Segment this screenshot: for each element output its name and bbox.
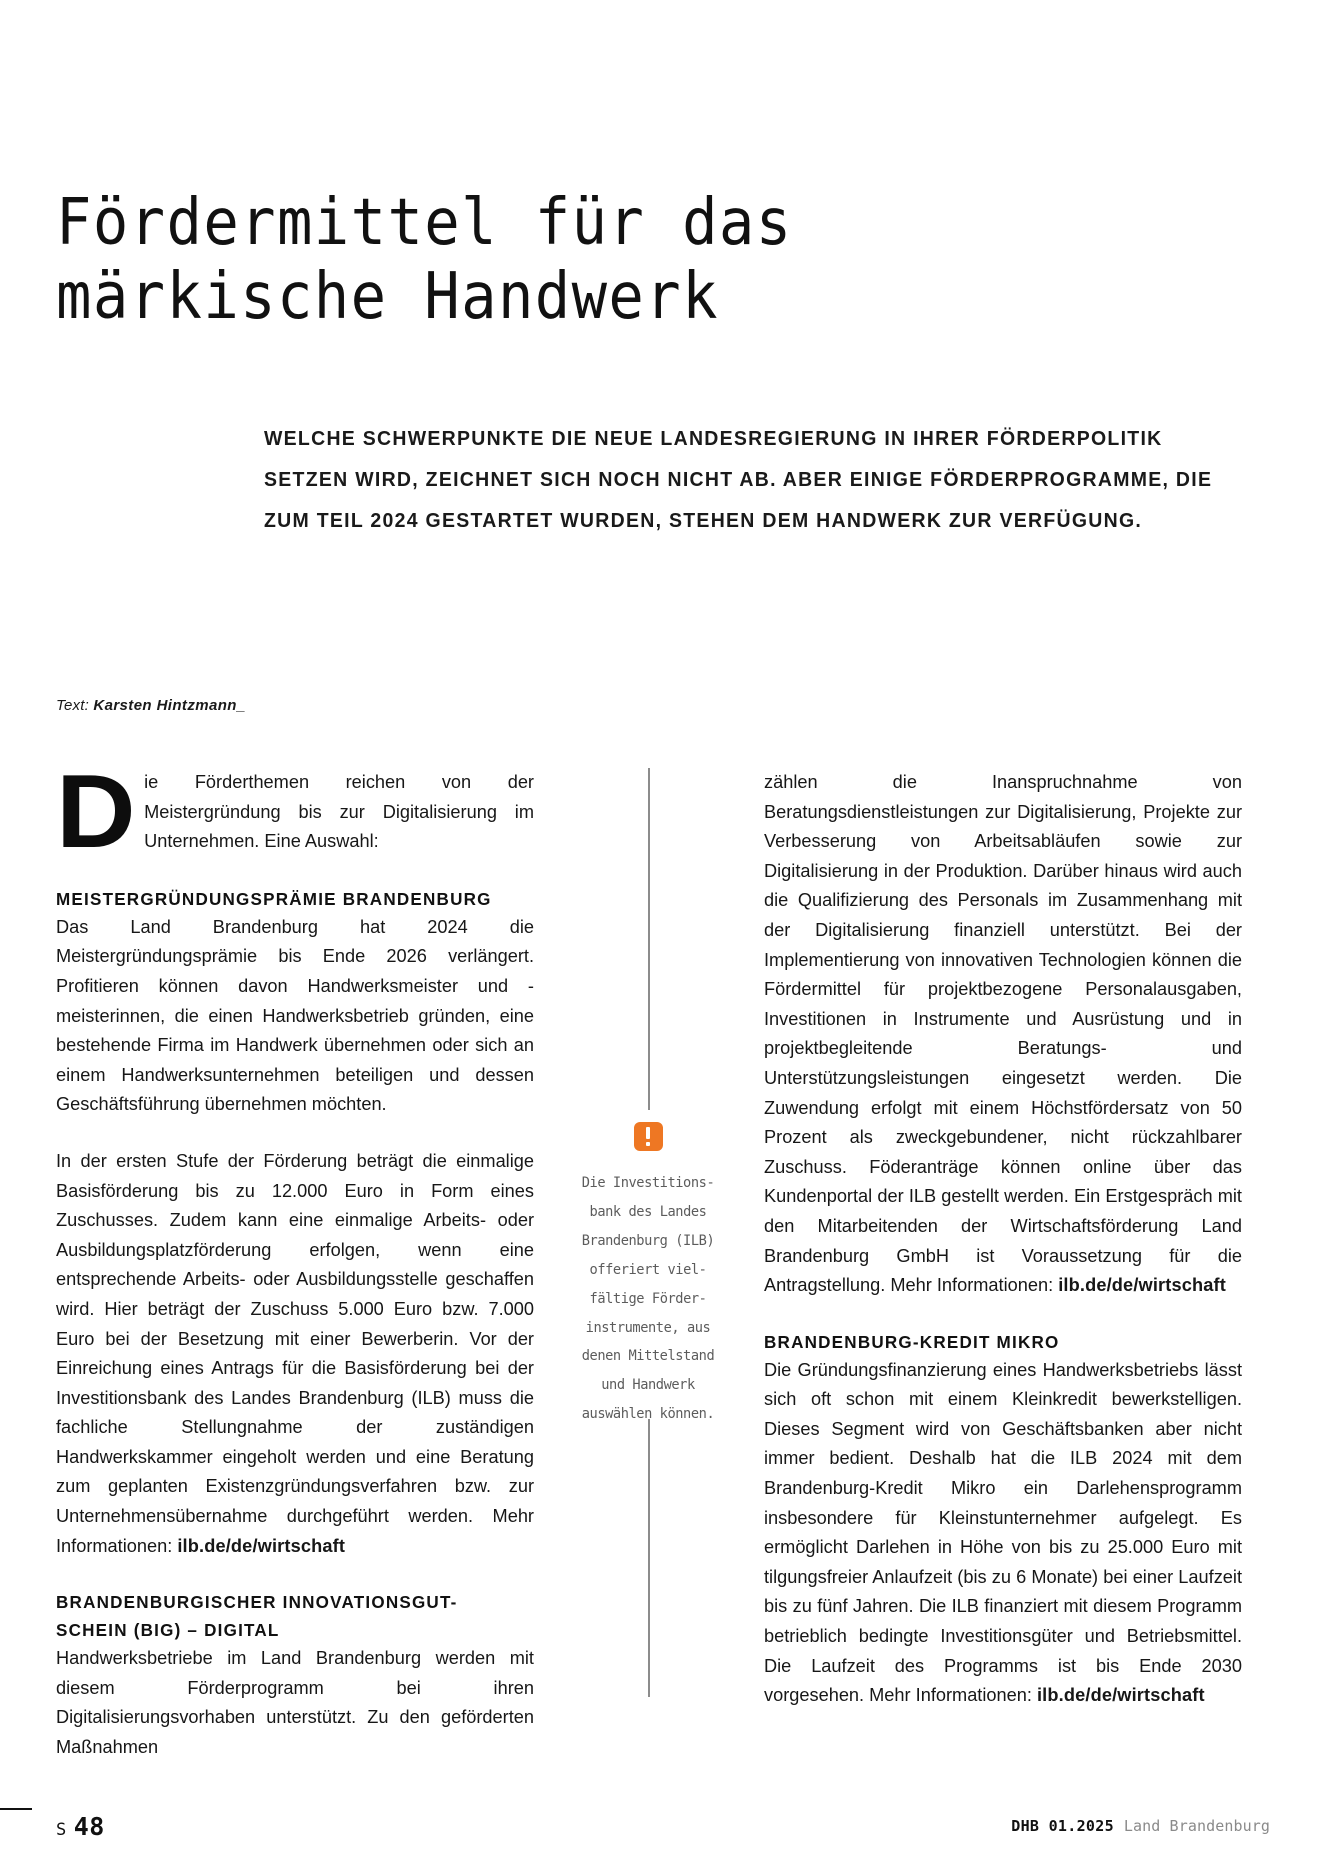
paragraph-big-1: Handwerksbetriebe im Land Brandenburg werden mit diesem Förderprogramm bei ihren Digitalisierungsvorhaben unterstützt. Zu den geförderten Maßnahmen xyxy=(56,1648,534,1758)
standfirst-line-1: WELCHE SCHWERPUNKTE DIE NEUE LANDESREGIERUNG IN IHRER FÖRDERPOLITIK xyxy=(264,427,1163,450)
caption-line-4: offeriert viel- xyxy=(589,1261,707,1278)
section-heading-brandenburg-kredit-mikro: BRANDENBURG-KREDIT MIKRO xyxy=(764,1331,1060,1352)
pull-caption-text xyxy=(555,1169,741,1429)
section-heading-innovationsgutschein-line-1: BRANDENBURGISCHER INNOVATIONSGUT- xyxy=(56,1592,458,1613)
right-column xyxy=(764,768,1242,1711)
link-ilb-right-1[interactable]: ilb.de/de/wirtschaft xyxy=(1058,1275,1226,1296)
caption-line-8: und Handwerk xyxy=(601,1377,695,1394)
caption-line-3: Brandenburg (ILB) xyxy=(581,1232,715,1249)
footer-issue: DHB 01.2025 xyxy=(1011,1817,1114,1835)
link-ilb-left[interactable]: ilb.de/de/wirtschaft xyxy=(177,1535,346,1556)
column-divider-top xyxy=(648,768,650,1110)
footer-page-prefix: S xyxy=(56,1820,67,1840)
footer-page xyxy=(56,1812,105,1841)
footer-page-number: 48 xyxy=(73,1812,105,1841)
column-divider-bottom xyxy=(648,1419,650,1697)
byline-label: Text: xyxy=(56,697,89,714)
standfirst-line-3: ZUM TEIL 2024 GESTARTET WURDEN, STEHEN DEM HANDWERK ZUR VERFÜGUNG. xyxy=(264,509,1143,532)
intro-paragraph xyxy=(56,754,534,870)
section-heading-innovationsgutschein-line-2: SCHEIN (BIG) – DIGITAL xyxy=(56,1620,280,1641)
paragraph-continued-text: zählen die Inanspruchnahme von Beratungsdienstleistungen zur Digitalisierung, Projekte zur Verbesserung von Arbeitsabläufen sowie zur Digitalisierung in der Produktion. Darüber hinaus wird auch die Qualifizierung des Personals im Zusammenhang mit der Digitalisierung finanziell unterstützt. Bei der Implementierung von innovativen Technologien können die Fördermittel für projektbezogene Personalausgaben, Investitionen in Instrumente und Ausrüstung und in projektbegleitende Beratungs- und Unterstützungsleistungen eingesetzt werden. Die Zuwendung erfolgt mit einem Höchstfördersatz von 50 Prozent als zweckgebundener, nicht rückzahlbarer Zuschuss. Föderanträge können online über das Kundenportal der ILB gestellt werden. Ein Erstgespräch mit den Mitarbeitenden der Wirtschaftsförderung Land Brandenburg GmbH ist Voraussetzung für die Antragstellung. Mehr Informationen: xyxy=(764,772,1242,1296)
title-line-2: märkische Handwerk xyxy=(56,260,719,334)
caption-line-2: bank des Landes xyxy=(589,1203,707,1220)
page-title xyxy=(56,186,1056,334)
byline xyxy=(56,697,246,714)
title-line-1: Fördermittel für das xyxy=(56,186,793,260)
caption-line-9: auswählen können. xyxy=(581,1406,715,1423)
footer-rule xyxy=(0,1808,32,1810)
paragraph-meister-2 xyxy=(56,1147,534,1561)
standfirst xyxy=(264,418,1224,541)
caption-line-1: Die Investitions- xyxy=(581,1175,715,1191)
paragraph-meister-1: Das Land Brandenburg hat 2024 die Meistergründungsprämie bis Ende 2026 verlängert. Profitieren können davon Handwerksmeister und -meisterinnen, die einen Handwerksbetrieb gründen, eine bestehende Firma im Handwerk übernehmen oder sich an einem Handwerksunternehmen beteiligen und dessen Geschäftsführung übernehmen möchten. xyxy=(56,916,534,1115)
caption-line-7: denen Mittelstand xyxy=(581,1348,715,1365)
exclamation-icon xyxy=(634,1122,663,1151)
caption-line-5: fältige Förder- xyxy=(589,1290,707,1307)
section-heading-innovationsgutschein xyxy=(56,1588,520,1644)
link-ilb-right-2[interactable]: ilb.de/de/wirtschaft xyxy=(1036,1685,1205,1706)
pull-caption xyxy=(552,1122,744,1429)
drop-cap: D xyxy=(56,754,136,870)
paragraph-mikro-1 xyxy=(764,1356,1242,1711)
left-column xyxy=(56,754,534,1763)
intro-text: ie Förderthemen reichen von der Meistergründung bis zur Digitalisierung im Unternehmen. Eine Auswahl: xyxy=(144,772,534,852)
footer-region: Land Brandenburg xyxy=(1123,1817,1270,1835)
paragraph-continued xyxy=(764,768,1242,1301)
standfirst-line-2: SETZEN WIRD, ZEICHNET SICH NOCH NICHT AB. ABER EINIGE FÖRDERPROGRAMME, DIE xyxy=(264,468,1213,491)
paragraph-mikro-1-text: Die Gründungsfinanzierung eines Handwerksbetriebs lässt sich oft schon mit einem Kleinkredit bewerkstelligen. Dieses Segment wird von Geschäftsbanken aber nicht immer bedient. Deshalb hat die ILB 2024 mit dem Brandenburg-Kredit Mikro ein Darlehensprogramm insbesondere für Kleinstunternehmer aufgelegt. Es ermöglicht Darlehen in Höhe von bis zu 25.000 Euro mit tilgungsfreier Anlaufzeit (bis zu 6 Monate) bei einer Laufzeit bis zu fünf Jahren. Die ILB finanziert mit diesem Programm betrieblich bedingte Investitionsgüter und Betriebsmittel. Die Laufzeit des Programms ist bis Ende 2030 vorgesehen. Mehr Informationen: xyxy=(764,1359,1242,1706)
footer-meta xyxy=(1011,1817,1270,1835)
byline-author: Karsten Hintzmann_ xyxy=(93,697,246,714)
section-heading-meistergruendungspraemie: MEISTERGRÜNDUNGSPRÄMIE BRANDENBURG xyxy=(56,888,492,909)
paragraph-meister-2-text: In der ersten Stufe der Förderung beträgt die einmalige Basisförderung bis zu 12.000 Euro in Form eines Zuschusses. Zudem kann eine einmalige Arbeits- oder Ausbildungsplatzförderung erfolgen, wenn eine entsprechende Arbeits- oder Ausbildungsstelle geschaffen wird. Hier beträgt der Zuschuss 5.000 Euro bzw. 7.000 Euro bei der Besetzung mit einer Bewerberin. Vor der Einreichung eines Antrags für die Basisförderung bei der Investitionsbank des Landes Brandenburg (ILB) muss die fachliche Stellungnahme der zuständigen Handwerkskammer eingeholt werden und eine Beratung zum geplanten Existenzgründungsverfahren bzw. zur Unternehmensübernahme durchgeführt werden. Mehr Informationen: xyxy=(56,1150,534,1556)
caption-line-6: instrumente, aus xyxy=(585,1319,711,1336)
